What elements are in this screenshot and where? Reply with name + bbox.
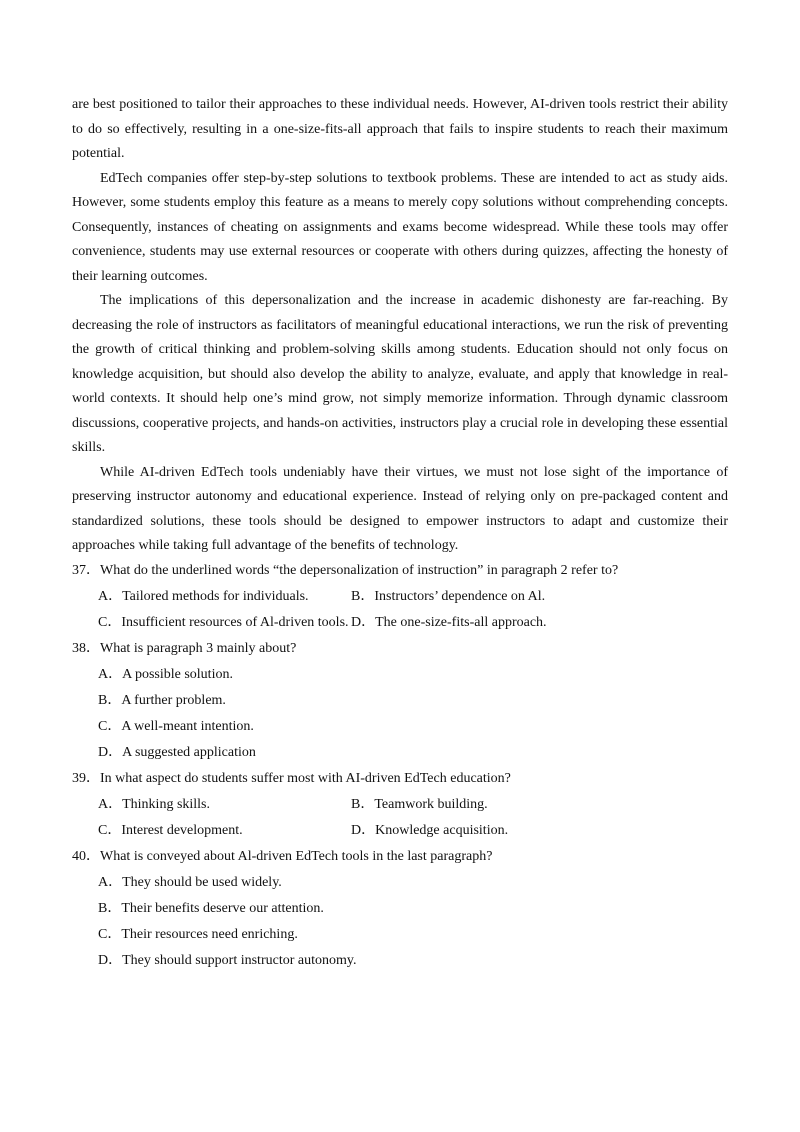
question-39 [72, 766, 728, 844]
option-row [72, 896, 728, 922]
question-stem: 37．What do the underlined words “the depersonalization of instruction” in paragraph 2 refer to? [72, 563, 619, 578]
option-c[interactable]: C．Interest development. [98, 823, 243, 838]
question-stem: 38．What is paragraph 3 mainly about? [72, 641, 297, 656]
option-a[interactable]: A．Tailored methods for individuals. [98, 589, 309, 604]
option-row [72, 584, 728, 610]
option-row [72, 922, 728, 948]
option-row [72, 948, 728, 974]
option-b[interactable]: B．Their benefits deserve our attention. [98, 901, 324, 916]
question-40 [72, 844, 728, 974]
option-row [72, 870, 728, 896]
question-list [72, 558, 728, 974]
question-37 [72, 558, 728, 636]
option-row [72, 662, 728, 688]
option-row [72, 714, 728, 740]
question-stem: 40．What is conveyed about Al-driven EdTech tools in the last paragraph? [72, 849, 493, 864]
option-row [72, 610, 728, 636]
reading-passage [72, 93, 728, 559]
option-c[interactable]: C．Insufficient resources of Al-driven tools. [98, 615, 349, 630]
option-row [72, 792, 728, 818]
option-c[interactable]: C．A well-meant intention. [98, 719, 254, 734]
option-b[interactable]: B．Instructors’ dependence on Al. [351, 589, 546, 604]
option-d[interactable]: D．The one-size-fits-all approach. [351, 615, 547, 630]
option-a[interactable]: A．They should be used widely. [98, 875, 282, 890]
option-a[interactable]: A．A possible solution. [98, 667, 233, 682]
option-row [72, 818, 728, 844]
passage-paragraph: EdTech companies offer step-by-step solutions to textbook problems. These are intended to act as study aids. However, some students employ this feature as a means to merely copy solutions without comprehending concepts. Consequently, instances of cheating on assignments and exams become widespread. While these tools may offer convenience, students may use external resources or cooperate with others during quizzes, affecting the honesty of their learning outcomes. [72, 170, 728, 284]
option-row [72, 688, 728, 714]
question-stem: 39．In what aspect do students suffer most with AI-driven EdTech education? [72, 771, 511, 786]
passage-paragraph: The implications of this depersonalization and the increase in academic dishonesty are far-reaching. By decreasing the role of instructors as facilitators of meaningful educational interactions, we run the risk of preventing the growth of critical thinking and problem-solving skills among students. Education should not only focus on knowledge acquisition, but should also develop the ability to analyze, evaluate, and apply that knowledge in real-world contexts. It should help one’s mind grow, not simply memorize information. Through dynamic classroom discussions, cooperative projects, and hands-on activities, instructors play a crucial role in developing these essential skills. [72, 293, 728, 455]
option-d[interactable]: D．A suggested application [98, 745, 256, 760]
option-a[interactable]: A．Thinking skills. [98, 797, 211, 812]
option-d[interactable]: D．They should support instructor autonomy. [98, 953, 357, 968]
option-d[interactable]: D．Knowledge acquisition. [351, 823, 509, 838]
option-b[interactable]: B．A further problem. [98, 693, 226, 708]
option-row [72, 740, 728, 766]
question-38 [72, 636, 728, 766]
option-c[interactable]: C．Their resources need enriching. [98, 927, 298, 942]
passage-paragraph: While AI-driven EdTech tools undeniably have their virtues, we must not lose sight of the importance of preserving instructor autonomy and educational experience. Instead of relying only on pre-packaged content and standardized solutions, these tools should be designed to empower instructors to adapt and customize their approaches while taking full advantage of the benefits of technology. [72, 464, 728, 553]
passage-paragraph: are best positioned to tailor their approaches to these individual needs. However, AI-driven tools restrict their ability to do so effectively, resulting in a one-size-fits-all approach that fails to inspire students to reach their maximum potential. [72, 97, 728, 161]
option-b[interactable]: B．Teamwork building. [351, 797, 488, 812]
